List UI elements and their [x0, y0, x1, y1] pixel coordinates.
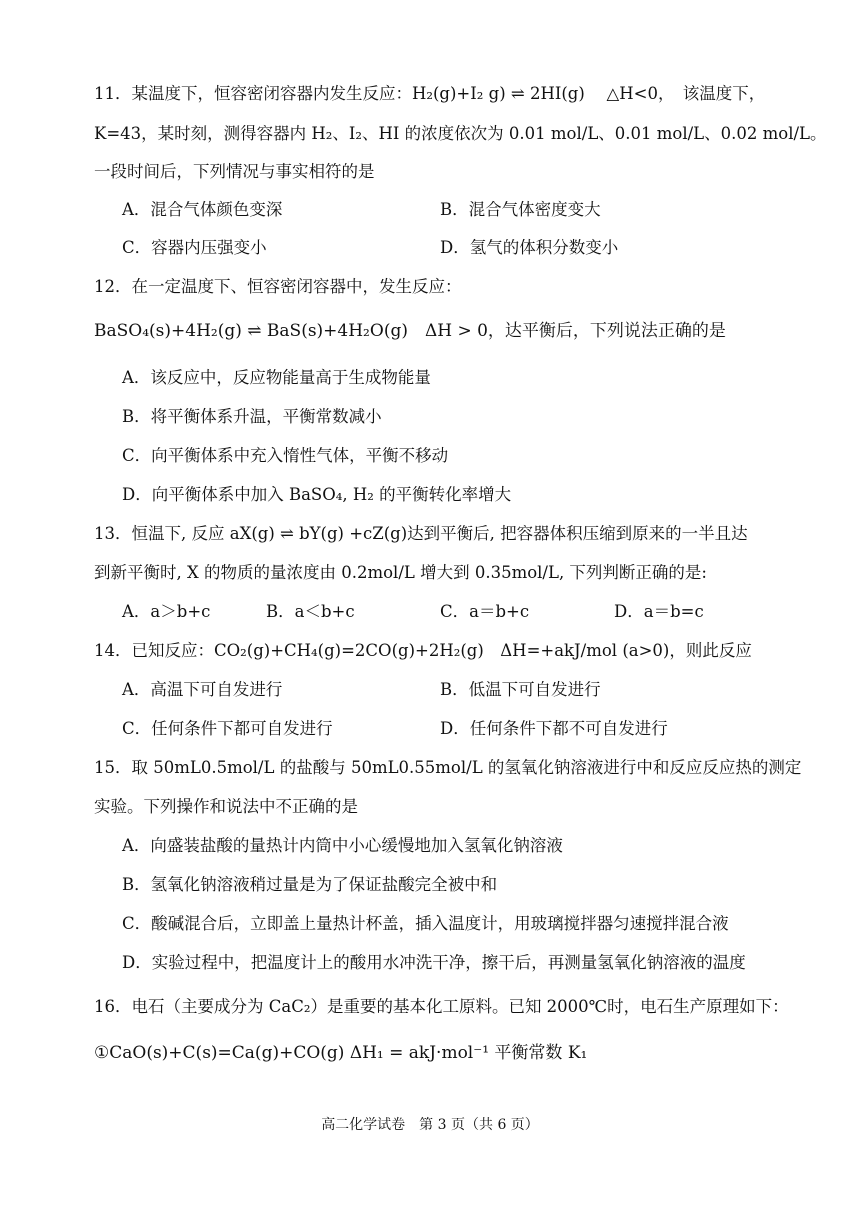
q14-line1: 14．已知反应：CO₂(g)+CH₄(g)=2CO(g)+2H₂(g) ΔH=+akJ/mol (a>0)，则此反应: [94, 641, 752, 660]
q12-line1: 12．在一定温度下、恒容密闭容器中，发生反应：: [94, 277, 462, 296]
q16-line1: 16．电石（主要成分为 CaC₂）是重要的基本化工原料。已知 2000℃时，电石生产原理如下：: [94, 997, 789, 1016]
q13-option-d: D．a＝b=c: [614, 602, 704, 621]
q12-option-c: C．向平衡体系中充入惰性气体，平衡不移动: [122, 446, 449, 465]
q13-line2: 到新平衡时, X 的物质的量浓度由 0.2mol/L 增大到 0.35mol/L, 下列判断正确的是:: [94, 563, 707, 582]
q12-option-b: B．将平衡体系升温，平衡常数减小: [122, 407, 382, 426]
q11-line2: K=43，某时刻，测得容器内 H₂、I₂、HI 的浓度依次为 0.01 mol/L、0.01 mol/L、0.02 mol/L。: [94, 124, 827, 143]
q12-equation: BaSO₄(s)+4H₂(g) ⇌ BaS(s)+4H₂O(g) ΔH > 0，达平衡后，下列说法正确的是: [94, 321, 726, 341]
q15-option-d: D．实验过程中，把温度计上的酸用水冲洗干净，擦干后，再测量氢氧化钠溶液的温度: [122, 953, 746, 972]
q14-option-a: A．高温下可自发进行: [122, 680, 283, 699]
q13-option-a: A．a＞b+c: [122, 602, 211, 621]
q12-option-a: A．该反应中，反应物能量高于生成物能量: [122, 368, 431, 387]
q15-option-a: A．向盛装盐酸的量热计内筒中小心缓慢地加入氢氧化钠溶液: [122, 836, 563, 855]
q14-option-d: D．任何条件下都不可自发进行: [440, 719, 668, 738]
q11-option-c: C．容器内压强变小: [122, 238, 267, 257]
q15-option-c: C．酸碱混合后，立即盖上量热计杯盖，插入温度计，用玻璃搅拌器匀速搅拌混合液: [122, 914, 729, 933]
q11-line1: 11．某温度下，恒容密闭容器内发生反应：H₂(g)+I₂ g) ⇌ 2HI(g) △H<0， 该温度下，: [94, 84, 766, 103]
q13-option-c: C．a＝b+c: [440, 602, 530, 621]
q15-line2: 实验。下列操作和说法中不正确的是: [94, 797, 358, 816]
q11-option-b: B．混合气体密度变大: [440, 200, 601, 219]
q15-option-b: B．氢氧化钠溶液稍过量是为了保证盐酸完全被中和: [122, 875, 498, 894]
q16-equation: ①CaO(s)+C(s)=Ca(g)+CO(g) ΔH₁ = akJ·mol⁻¹ 平衡常数 K₁: [94, 1043, 588, 1063]
q14-option-b: B．低温下可自发进行: [440, 680, 601, 699]
q12-option-d: D．向平衡体系中加入 BaSO₄, H₂ 的平衡转化率增大: [122, 485, 512, 504]
q11-option-d: D．氢气的体积分数变小: [440, 238, 619, 257]
q11-line3: 一段时间后，下列情况与事实相符的是: [94, 162, 375, 181]
page-footer: 高二化学试卷 第 3 页（共 6 页）: [321, 1117, 539, 1133]
q11-option-a: A．混合气体颜色变深: [122, 200, 283, 219]
q15-line1: 15．取 50mL0.5mol/L 的盐酸与 50mL0.55mol/L 的氢氧化钠溶液进行中和反应反应热的测定: [94, 758, 802, 777]
q14-option-c: C．任何条件下都可自发进行: [122, 719, 333, 738]
q13-option-b: B．a＜b+c: [266, 602, 355, 621]
q13-line1: 13．恒温下, 反应 aX(g) ⇌ bY(g) +cZ(g)达到平衡后, 把容器体积压缩到原来的一半且达: [94, 524, 748, 543]
